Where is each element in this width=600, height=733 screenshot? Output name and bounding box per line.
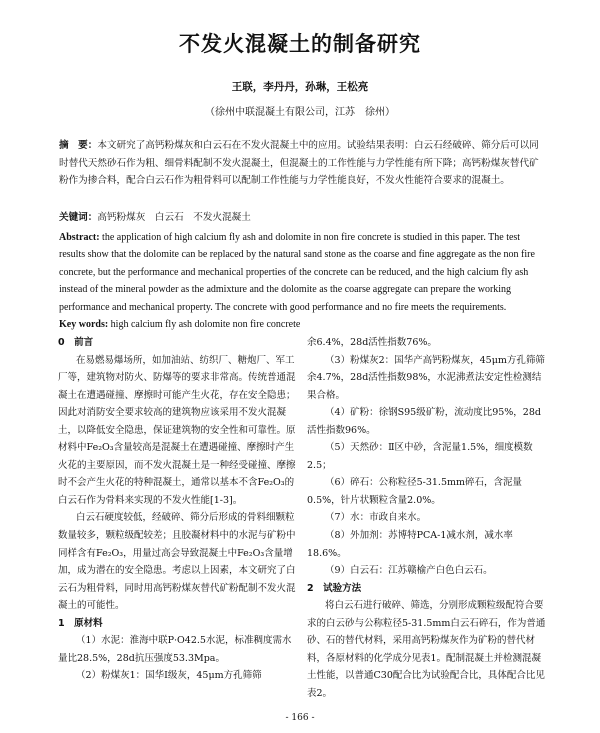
abstract-cn-label: 摘 要： [59, 140, 98, 151]
keywords-en [59, 316, 545, 333]
authors: 王联，李丹丹，孙琳，王松亮 [231, 81, 369, 93]
abstract-en [59, 229, 545, 316]
material-flyash-1: （2）粉煤灰1：国华Ⅰ级灰，45μm方孔筛筛 [76, 670, 262, 682]
material-cement: （1）水泥：淮海中联P·O42.5水泥，标准稠度需水量比28.5%，28d抗压强度53.3Mpa。 [58, 635, 292, 664]
material-gravel: （6）碎石：公称粒径5-31.5mm碎石，含泥量0.5%，针片状颗粒含量2.0%。 [307, 477, 523, 506]
abstract-cn [59, 137, 545, 190]
material-slag: （4）矿粉：徐钢S95级矿粉，流动度比95%，28d活性指数96%。 [307, 407, 541, 436]
keywords-cn [59, 209, 545, 227]
affiliation: （徐州中联混凝土有限公司，江苏 徐州） [205, 107, 395, 118]
right-column [307, 334, 546, 702]
keywords-en-label: Key words: [59, 319, 109, 330]
keywords-cn-text: 高钙粉煤灰 白云石 不发火混凝土 [97, 212, 251, 223]
intro-paragraph-1: 在易燃易爆场所，如加油站、纺织厂、糖炮厂、军工厂等，建筑物对防火、防爆等的要求非常高。传统普通混凝土在遭遇碰撞、摩擦时可能产生火花，存在安全隐患；因此对消防安全要求较高的建筑物应该采用不发火混凝土，以降低安全隐患，保证建筑物的安全性和可靠性。原材料中Fe₂O₃含量较高是混凝土在遭遇碰撞、摩擦时产生火花的主要原因，而不发火混凝土是一种经受碰撞、摩擦时不会产生火花的特种混凝土，通常以基本不含Fe₂O₃的白云石作为骨料来实现的不发火性能[1-3]。 [58, 354, 296, 506]
section-1-heading: 1 原材料 [58, 617, 103, 629]
section-0-heading: 0 前言 [58, 337, 94, 348]
intro-paragraph-2: 白云石硬度较低，经破碎、筛分后形成的骨料细颗粒数量较多，颗粒级配较差；且胶凝材料中的水泥与矿粉中同样含有Fe₂O₃，用量过高会导致混凝土中Fe₂O₃含量增加，成为潜在的安全隐患。考虑以上因素，本文研究了白云石为粗骨料，同时用高钙粉煤灰替代矿粉配制不发火混凝土的可能性。 [58, 512, 296, 612]
page-number: - 166 - [285, 713, 315, 723]
abstract-en-text: the application of high calcium fly ash and dolomite in non fire concrete is studied in this paper. The test results show that the dolomite can be replaced by the natural sand stone as the coarse and fine aggregate as the non fire concrete, but the performance and mechanical properties of the concrete can be reduced, and the high calcium fly ash instead of the mineral powder as the admixture and the dolomite as the coarse aggregate can prepare the working performance and mechanical property. The concrete with good performance and no fire meets the requirements. [59, 232, 535, 313]
abstract-en-label: Abstract: [59, 232, 100, 243]
material-admixture: （8）外加剂：苏博特PCA-1减水剂，减水率18.6%。 [307, 530, 513, 559]
section-2-heading: 2 试验方法 [307, 582, 362, 594]
material-sand: （5）天然砂：Ⅱ区中砂，含泥量1.5%，细度模数2.5； [307, 442, 533, 471]
material-dolomite: （9）白云石：江苏赣榆产白色白云石。 [325, 565, 493, 577]
keywords-en-text: high calcium fly ash dolomite non fire concrete [108, 319, 301, 330]
method-paragraph: 将白云石进行破碎、筛选，分别形成颗粒级配符合要求的白云砂与公称粒径5-31.5mm白云石碎石，作为普通砂、石的替代材料，采用高钙粉煤灰作为矿粉的替代材料，各原材料的化学成分见表1。配制混凝土并检测混凝土性能，以普通C30配合比为试验配合比，具体配合比见表2。 [307, 600, 546, 699]
abstract-cn-text: 本文研究了高钙粉煤灰和白云石在不发火混凝土中的应用。试验结果表明：白云石经破碎、筛分后可以同时替代天然砂石作为粗、细骨料配制不发火混凝土，但混凝土的工作性能与力学性能有所下降；高钙粉煤灰替代矿粉作为掺合料，配合白云石作为粗骨料可以配制工作性能与力学性能良好，不发火性能符合要求的混凝土。 [59, 140, 539, 187]
material-flyash-2: （3）粉煤灰2：国华产高钙粉煤灰，45μm方孔筛筛余4.7%，28d活性指数98%，水泥沸煮法安定性检测结果合格。 [307, 354, 545, 401]
material-flyash-1-cont: 余6.4%，28d活性指数76%。 [307, 337, 437, 348]
keywords-cn-label: 关键词： [59, 212, 98, 223]
paper-title: 不发火混凝土的制备研究 [179, 32, 421, 56]
left-column [58, 334, 299, 685]
material-water: （7）水：市政自来水。 [325, 512, 427, 524]
